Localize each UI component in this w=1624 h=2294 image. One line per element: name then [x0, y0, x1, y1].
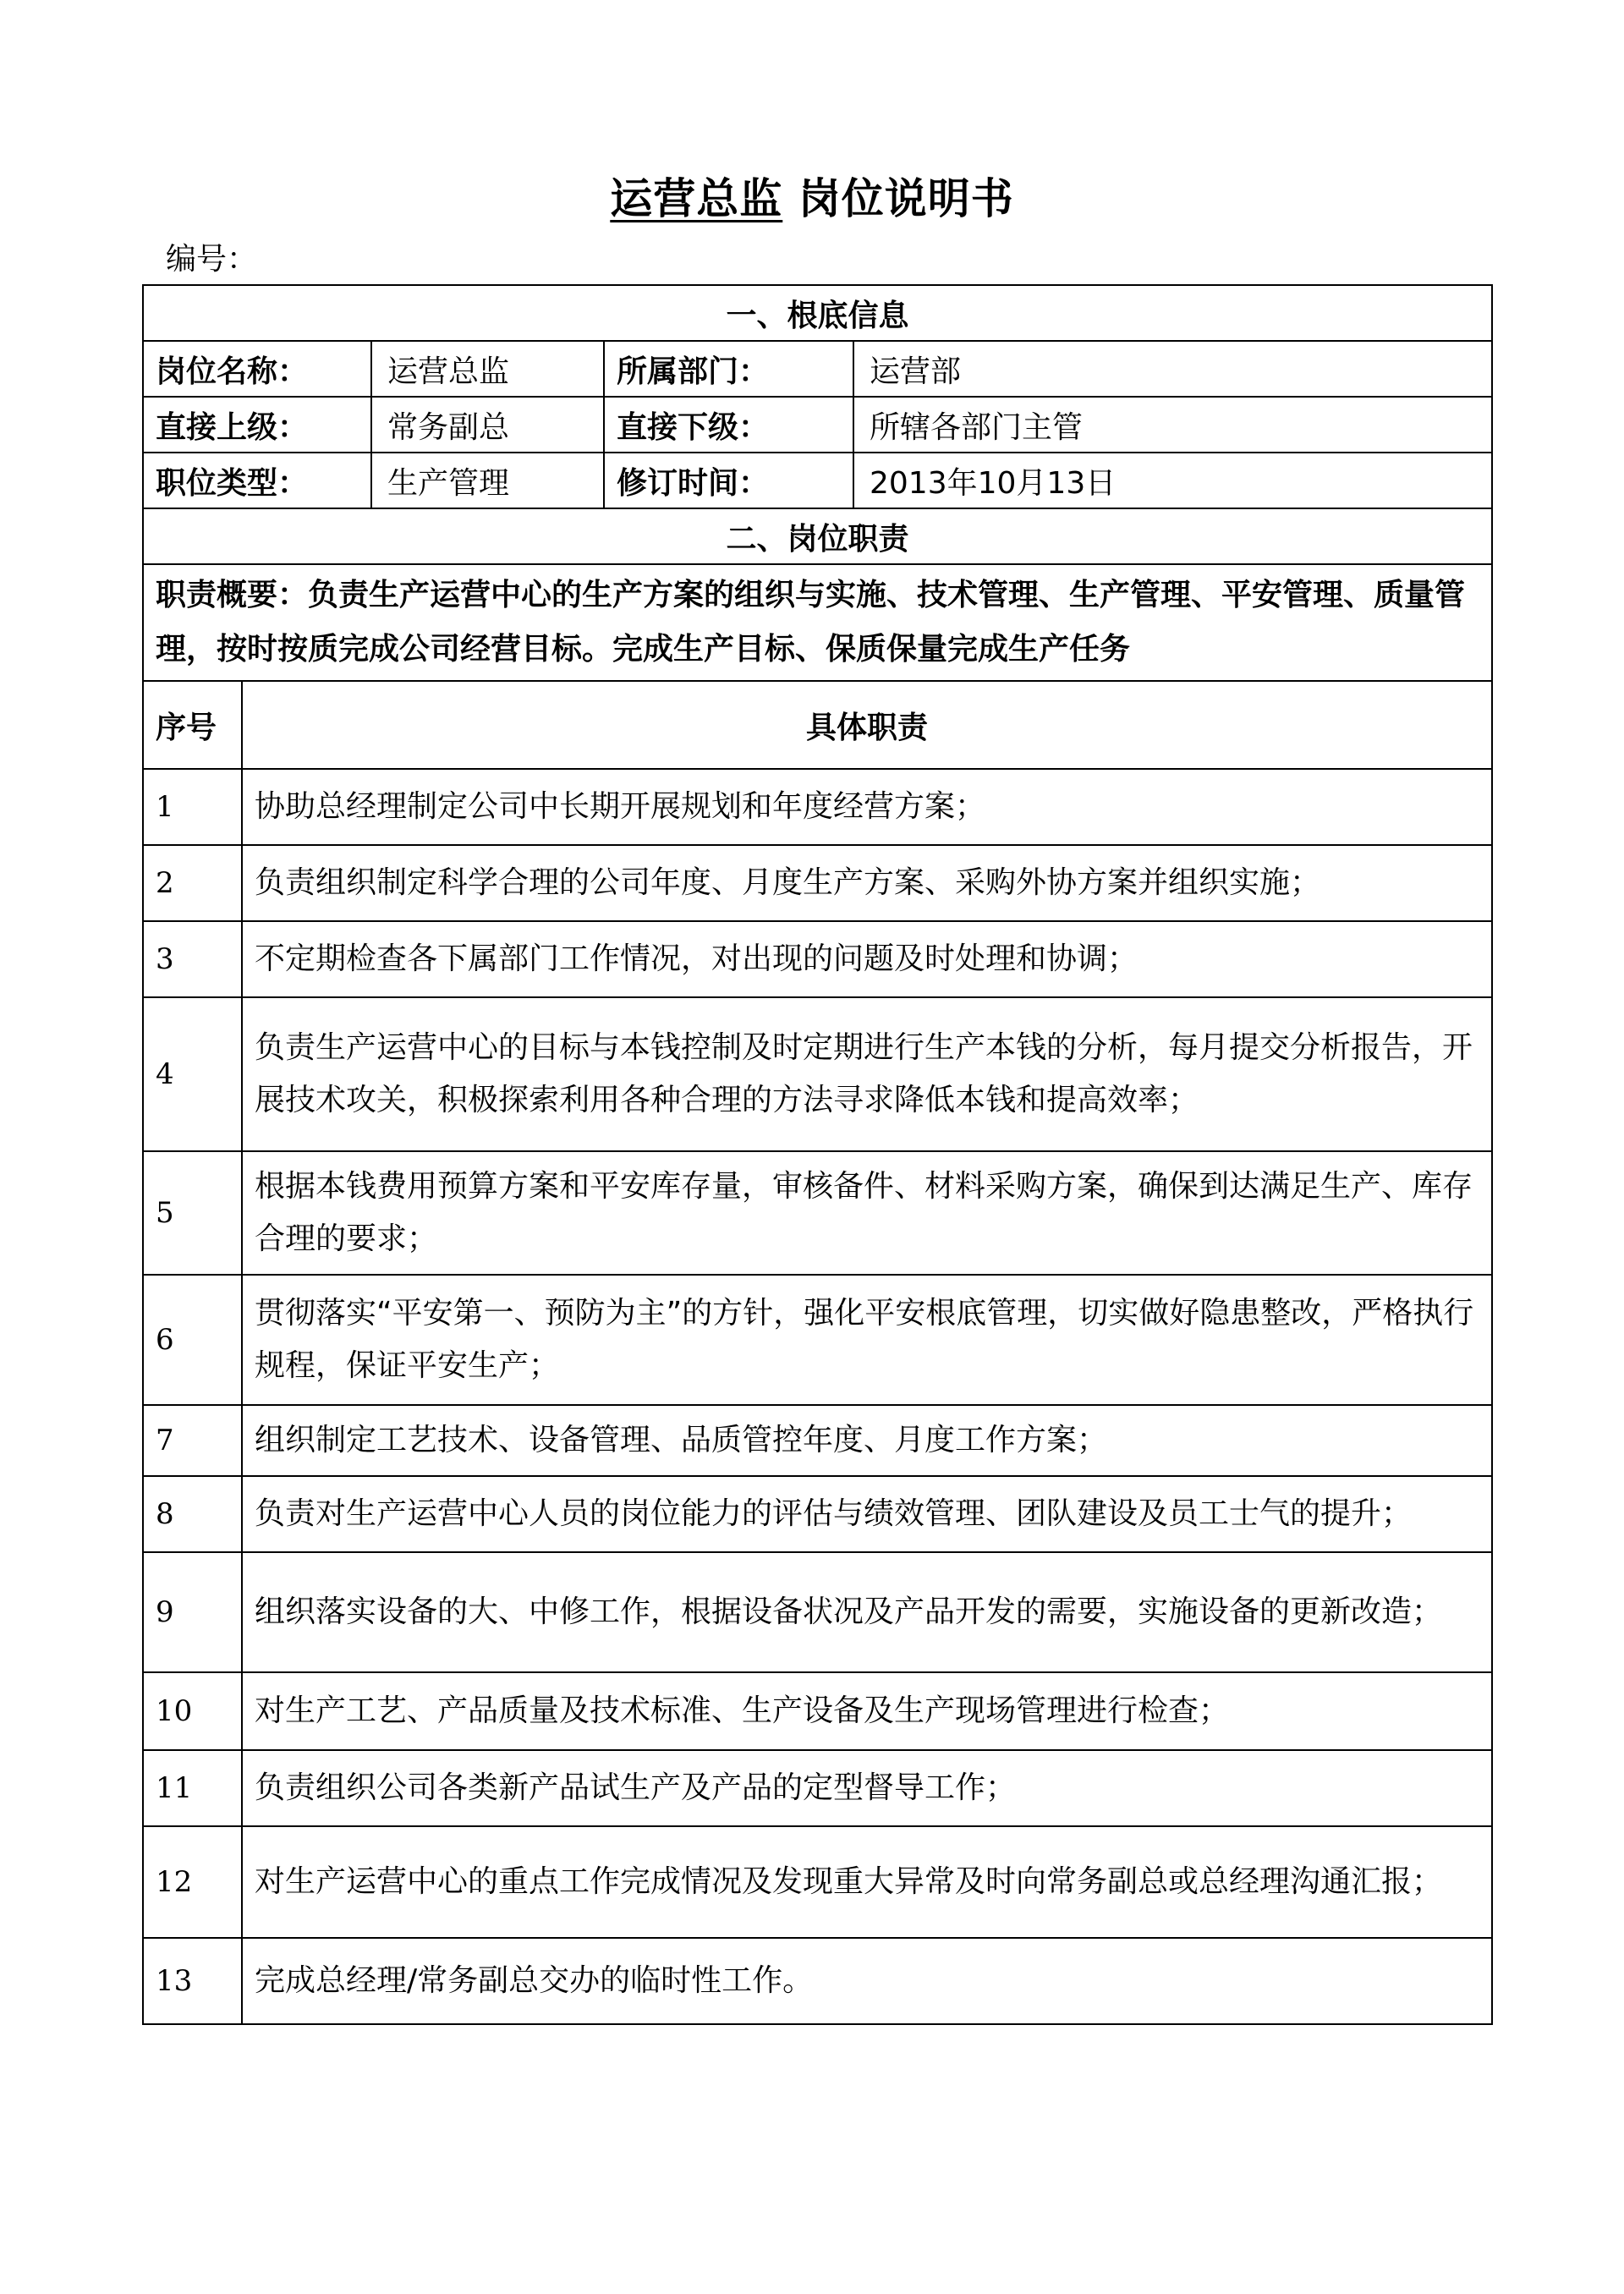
duty-text: 负责组织公司各类新产品试生产及产品的定型督导工作； — [242, 1750, 1492, 1826]
info-row — [143, 397, 1492, 453]
duty-number: 11 — [143, 1750, 242, 1826]
section2-heading-row — [143, 508, 1492, 564]
duty-row — [143, 1826, 1492, 1938]
info-value: 2013年10月13日 — [853, 453, 1492, 508]
duty-number: 6 — [143, 1275, 242, 1405]
duty-row — [143, 921, 1492, 997]
section2-heading: 二、岗位职责 — [143, 508, 1492, 564]
duty-number: 1 — [143, 769, 242, 845]
duty-number: 2 — [143, 845, 242, 921]
duty-number: 3 — [143, 921, 242, 997]
duty-text: 组织落实设备的大、中修工作，根据设备状况及产品开发的需要，实施设备的更新改造； — [242, 1552, 1492, 1672]
duty-number: 4 — [143, 997, 242, 1151]
duty-number: 8 — [143, 1476, 242, 1552]
duty-text: 负责生产运营中心的目标与本钱控制及时定期进行生产本钱的分析，每月提交分析报告，开展技术攻关，积极探索利用各种合理的方法寻求降低本钱和提高效率； — [242, 997, 1492, 1151]
duty-summary: 职责概要：负责生产运营中心的生产方案的组织与实施、技术管理、生产管理、平安管理、质量管理，按时按质完成公司经营目标。完成生产目标、保质保量完成生产任务 — [143, 564, 1492, 681]
info-label: 直接上级： — [143, 397, 371, 453]
duty-text: 根据本钱费用预算方案和平安库存量，审核备件、材料采购方案，确保到达满足生产、库存合理的要求； — [242, 1151, 1492, 1275]
title-doc-type: 岗位说明书 — [782, 174, 1014, 223]
duty-text: 负责组织制定科学合理的公司年度、月度生产方案、采购外协方案并组织实施； — [242, 845, 1492, 921]
duty-row — [143, 1552, 1492, 1672]
duty-number: 7 — [143, 1405, 242, 1476]
info-value: 运营部 — [853, 341, 1492, 397]
doc-number-label: 编号： — [166, 242, 258, 277]
info-value: 运营总监 — [371, 341, 604, 397]
duty-row — [143, 1938, 1492, 2024]
duty-number: 9 — [143, 1552, 242, 1672]
duty-number: 13 — [143, 1938, 242, 2024]
duty-number: 5 — [143, 1151, 242, 1275]
title-position-name: 运营总监 — [610, 174, 783, 223]
duty-text: 负责对生产运营中心人员的岗位能力的评估与绩效管理、团队建设及员工士气的提升； — [242, 1476, 1492, 1552]
duty-row — [143, 997, 1492, 1151]
duty-header-row — [143, 681, 1492, 769]
info-row — [143, 341, 1492, 397]
duty-row — [143, 1275, 1492, 1405]
col-header-duty: 具体职责 — [242, 681, 1492, 769]
duty-row — [143, 769, 1492, 845]
duty-number: 12 — [143, 1826, 242, 1938]
duty-text: 协助总经理制定公司中长期开展规划和年度经营方案； — [242, 769, 1492, 845]
info-value: 生产管理 — [371, 453, 604, 508]
duty-row — [143, 1750, 1492, 1826]
info-label: 职位类型： — [143, 453, 371, 508]
info-value: 常务副总 — [371, 397, 604, 453]
info-row — [143, 453, 1492, 508]
document-title — [0, 169, 1624, 228]
duty-text: 贯彻落实“平安第一、预防为主”的方针，强化平安根底管理，切实做好隐患整改，严格执行规程，保证平安生产； — [242, 1275, 1492, 1405]
col-header-no: 序号 — [143, 681, 242, 769]
duty-text: 不定期检查各下属部门工作情况，对出现的问题及时处理和协调； — [242, 921, 1492, 997]
duty-row — [143, 1151, 1492, 1275]
info-label: 直接下级： — [604, 397, 853, 453]
section1-heading: 一、根底信息 — [143, 285, 1492, 341]
job-description-table — [142, 284, 1493, 2025]
duty-text: 组织制定工艺技术、设备管理、品质管控年度、月度工作方案； — [242, 1405, 1492, 1476]
duty-row — [143, 1405, 1492, 1476]
info-value: 所辖各部门主管 — [853, 397, 1492, 453]
duty-row — [143, 1476, 1492, 1552]
duty-number: 10 — [143, 1672, 242, 1750]
info-label: 所属部门： — [604, 341, 853, 397]
duty-text: 对生产运营中心的重点工作完成情况及发现重大异常及时向常务副总或总经理沟通汇报； — [242, 1826, 1492, 1938]
info-label: 修订时间： — [604, 453, 853, 508]
info-label: 岗位名称： — [143, 341, 371, 397]
duty-text: 完成总经理/常务副总交办的临时性工作。 — [242, 1938, 1492, 2024]
duty-row — [143, 845, 1492, 921]
duty-row — [143, 1672, 1492, 1750]
section1-heading-row — [143, 285, 1492, 341]
summary-row — [143, 564, 1492, 681]
duty-text: 对生产工艺、产品质量及技术标准、生产设备及生产现场管理进行检查； — [242, 1672, 1492, 1750]
